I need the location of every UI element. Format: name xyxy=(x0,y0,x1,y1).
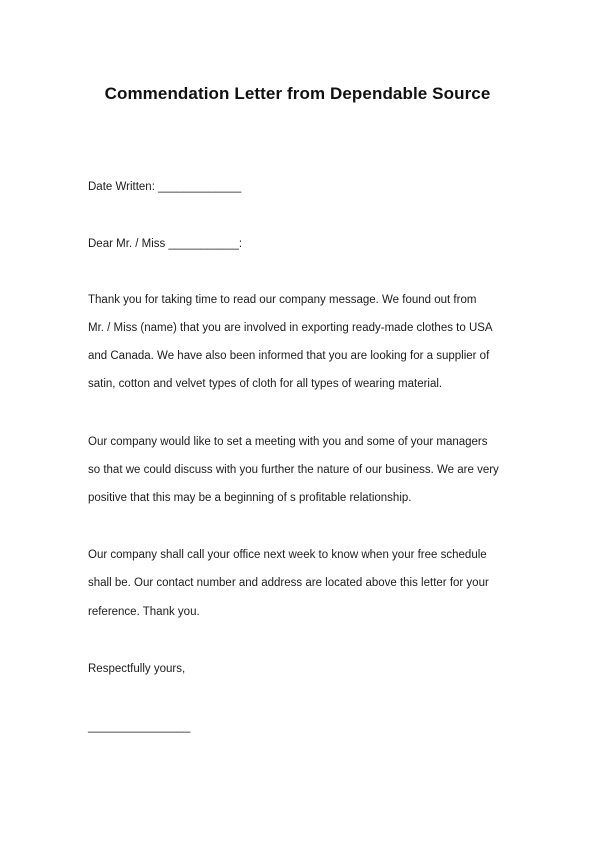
paragraph-line: Our company would like to set a meeting with you and some of your managers xyxy=(88,436,488,448)
salutation-line: Dear Mr. / Miss ___________: xyxy=(88,238,243,250)
paragraph-line: reference. Thank you. xyxy=(88,606,200,618)
closing-line: Respectfully yours, xyxy=(88,663,186,675)
document-title: Commendation Letter from Dependable Source xyxy=(104,84,491,103)
paragraph-line: positive that this may be a beginning of s profitable relationship. xyxy=(88,492,412,504)
paragraph-line: satin, cotton and velvet types of cloth for all types of wearing material. xyxy=(88,378,443,390)
paragraph-line: shall be. Our contact number and address are located above this letter for your xyxy=(88,577,489,589)
signature-line: ________________ xyxy=(88,721,191,733)
paragraph-line: Mr. / Miss (name) that you are involved in exporting ready-made clothes to USA xyxy=(88,322,493,334)
paragraph-line: Our company shall call your office next week to know when your free schedule xyxy=(88,549,487,561)
paragraph-line: and Canada. We have also been informed that you are looking for a supplier of xyxy=(88,350,490,362)
paragraph-line: so that we could discuss with you further the nature of our business. We are very xyxy=(88,464,499,476)
date-written-line: Date Written: _____________ xyxy=(88,181,242,193)
paragraph-line: Thank you for taking time to read our company message. We found out from xyxy=(88,294,477,306)
